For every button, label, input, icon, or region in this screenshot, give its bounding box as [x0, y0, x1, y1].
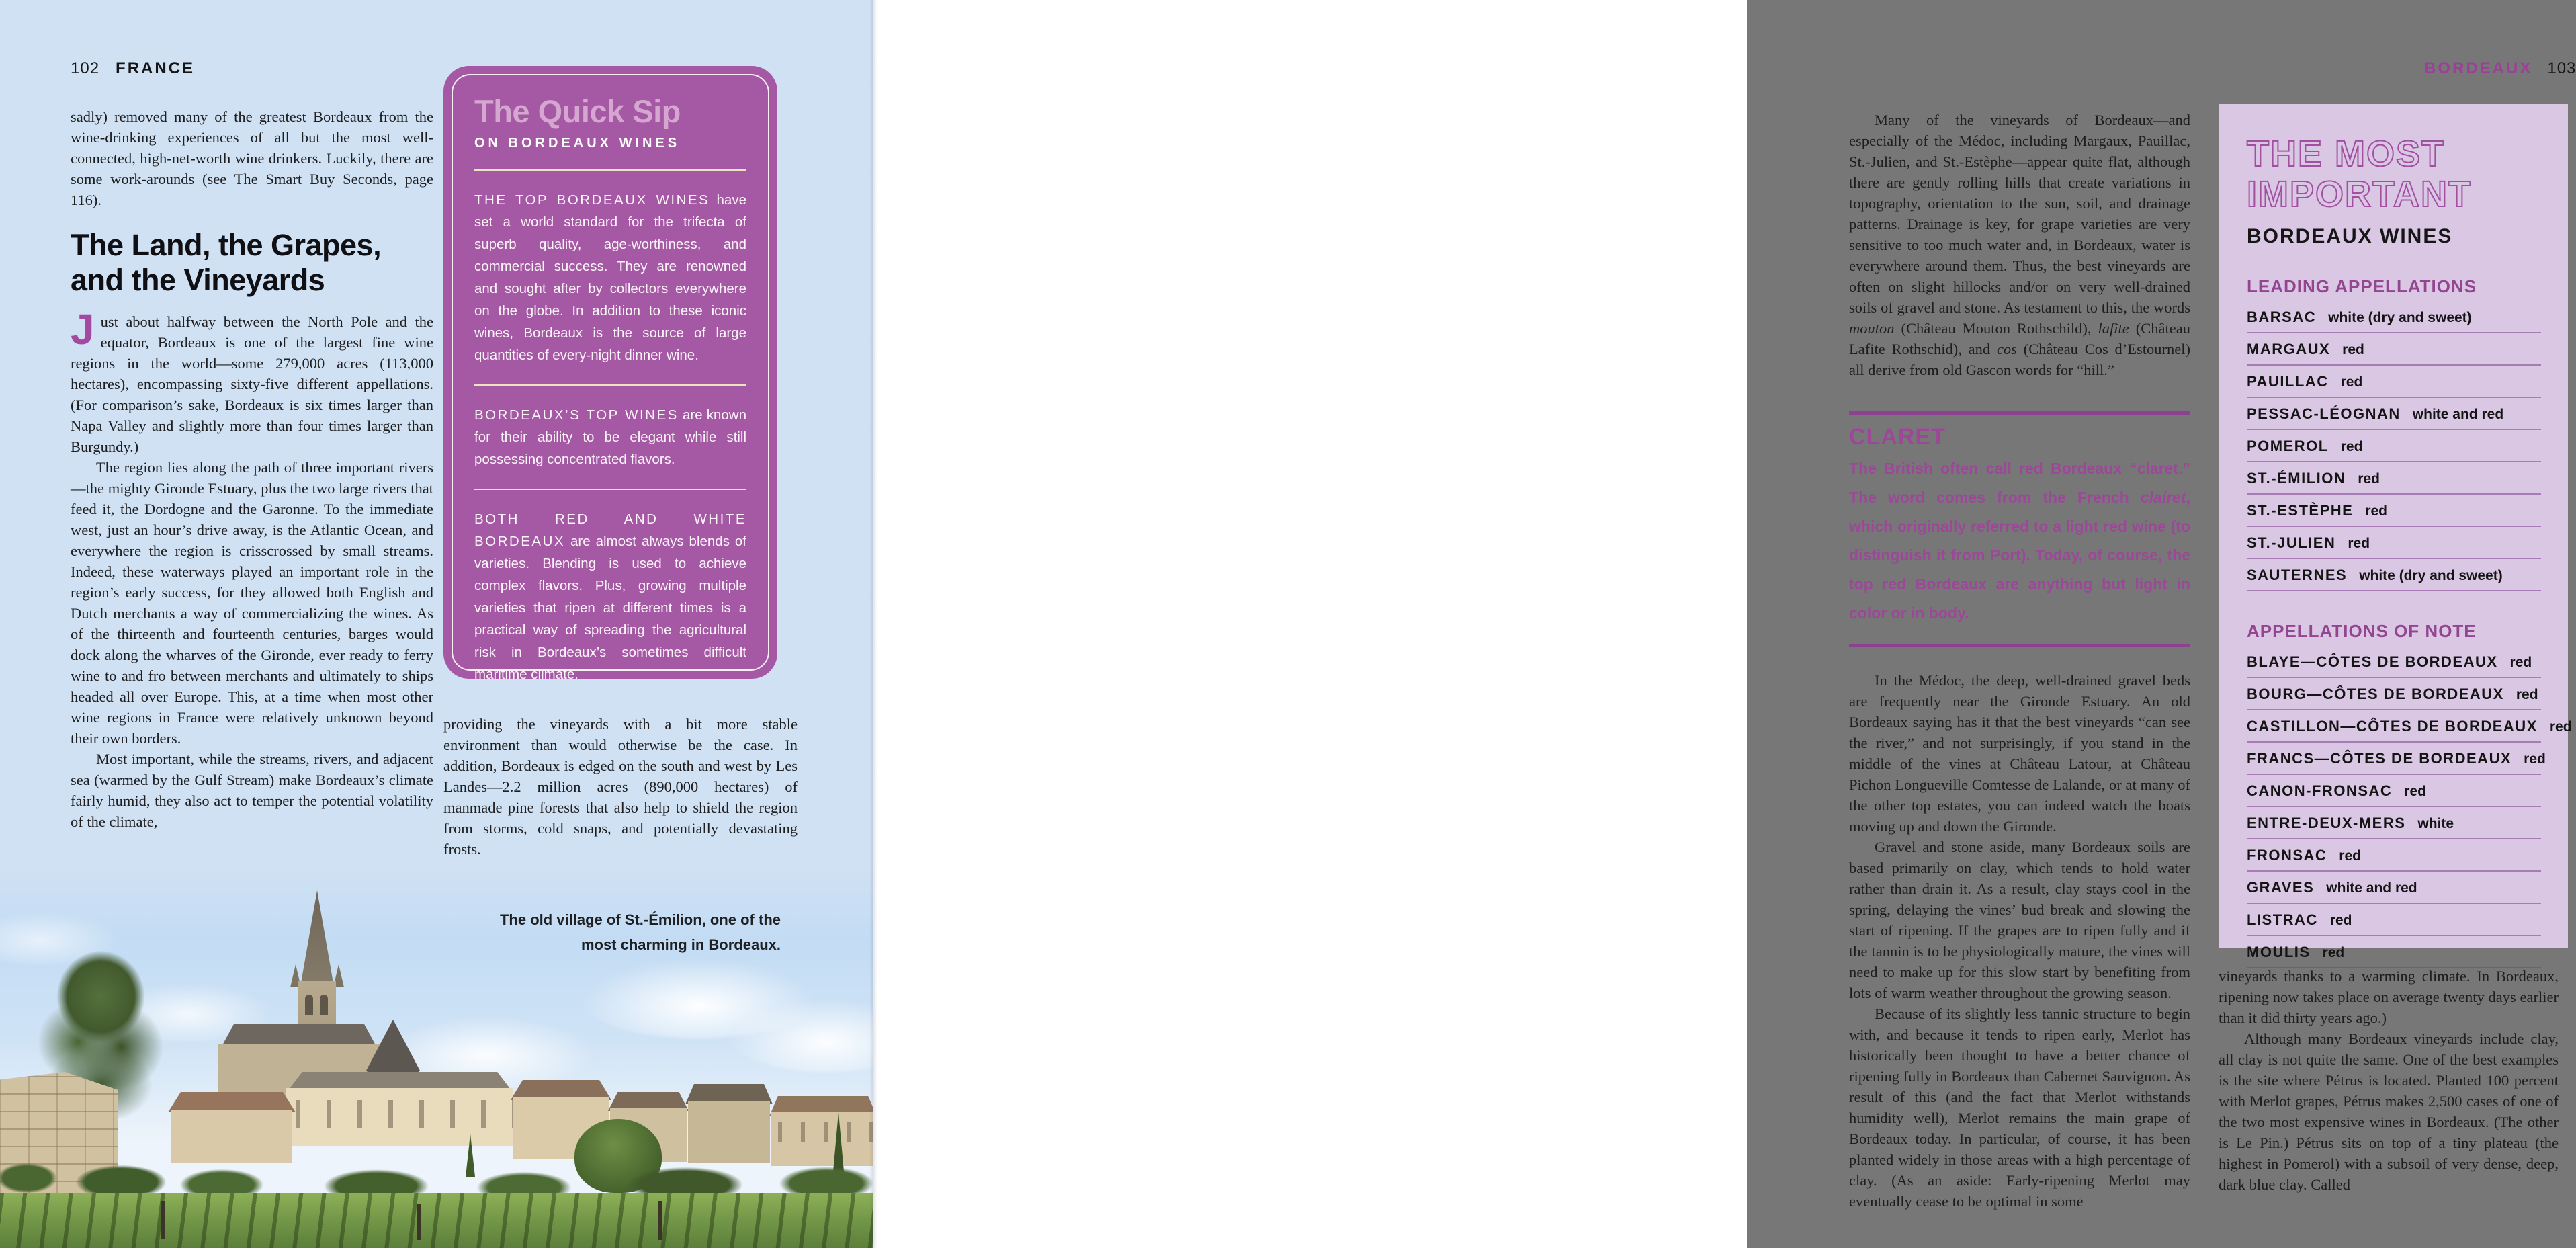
appellation-row — [2247, 495, 2541, 527]
appellation-type: white (dry and sweet) — [2328, 310, 2472, 325]
church-tower-window — [320, 995, 328, 1015]
appellation-name: MOULIS — [2247, 944, 2311, 960]
body-paragraph-merlot: Because of its slightly less tannic structure to begin with, and because it tends to ripen early, Merlot has historically been thought to have a better chance of ripening fully in Bordeaux than Cabernet Sauvignon. As result of this (and the fact that Merlot withstands humidity well), Merlot remains the main grape of Bordeaux today. In particular, of course, it has been planted widely in those areas with a high percentage of clay. (As an aside: Early-ripening Merlot may eventually cease to be optimal in some — [1849, 1005, 2190, 1210]
sidebar-subtitle: BORDEAUX WINES — [2247, 225, 2453, 247]
appellation-row — [2247, 807, 2541, 839]
body-paragraph-rivers: The region lies along the path of three important rivers—the mighty Gironde Estuary, plus the two large rivers that feed it, the Dordogne and the Garonne. To the immediate west, just an hour’s drive away, is the Atlantic Ocean, and everywhere the region is crisscrossed by small streams. Indeed, these waterways played an important role in the region’s early success, for they allowed both English and Dutch merchants a way of commercializing the wines. As of the thirteenth and fourteenth centuries, barges would dock along the wharves of the Gironde, ever ready to ferry wine to and fro between merchants and ultimately to ships headed all over Europe. This, at a time when most other wine regions in France were relatively unknown beyond their own borders. — [71, 459, 433, 747]
paragraph-text: (Château Mouton Rothschild), — [1894, 320, 2098, 337]
appellation-row — [2247, 527, 2541, 559]
appellation-name: BARSAC — [2247, 308, 2317, 325]
left-running-head — [71, 59, 195, 78]
appellation-type: red — [2348, 536, 2370, 551]
appellation-name: LISTRAC — [2247, 911, 2318, 928]
dropcap-paragraph-text: ust about halfway between the North Pole and the equator, Bordeaux is one of the largest fine wine regions in the world—some 279,000 acres (113,000 hectares), encompassing sixty-five different appellations. (For comparison’s sake, Bordeaux is six times larger than Napa Valley and slightly more than four times larger than Burgundy.) — [71, 313, 433, 455]
appellation-type: red — [2516, 687, 2538, 702]
intro-paragraph: sadly) removed many of the greatest Bordeaux from the wine-drinking experiences of all but the most well-connected, high-net-worth wine drinkers. Luckily, there are some work-arounds (see The Smart Buy Seconds, page 116). — [71, 108, 433, 208]
paragraph-text: (Château Lafite Rothschid), and — [1849, 320, 2190, 358]
leading-appellations-list — [2247, 301, 2541, 591]
building-mansion — [286, 1088, 513, 1146]
appellation-row — [2247, 839, 2541, 872]
claret-divider-bottom — [1849, 644, 2190, 647]
appellation-name: FRANCS—CÔTES DE BORDEAUX — [2247, 750, 2512, 767]
appellation-name: ST.-ÉMILION — [2247, 470, 2346, 487]
right-page-number: 103 — [2547, 59, 2576, 77]
appellation-type: red — [2340, 439, 2363, 454]
appellation-row — [2247, 743, 2546, 775]
sidebar-title-line1: THE MOST — [2247, 134, 2445, 174]
appellation-type: red — [2340, 374, 2363, 390]
right-column-main — [1849, 110, 2190, 1212]
right-page — [873, 0, 2576, 1248]
photo-caption — [430, 907, 781, 957]
body-paragraph-landes: providing the vineyards with a bit more stable environment than would otherwise be the case. In addition, Bordeaux is edged on the south and west by Les Landes—2.2 million acres (890,000 hectares) of manmade pine forests that also help to shield the region from storms, cold snaps, and potentially devastating frosts. — [443, 716, 798, 858]
appellation-type: red — [2342, 342, 2364, 358]
photo-caption-line1: The old village of St.-Émilion, one of the — [499, 911, 781, 928]
appellation-type: red — [2509, 655, 2532, 670]
body-paragraph-petrus: Although many Bordeaux vineyards include clay, all clay is not quite the same. One of the best examples is the site where Pétrus is located. Planted 100 percent with Merlot grapes, Pétrus makes 2,500 cases of one of the two most expensive wines in Bordeaux. (The other is Le Pin.) Pétrus sits on top of a tiny plateau (the highest in Pomerol) with a subsoil of very dense, deep, dark blue clay. Called — [2219, 1030, 2559, 1193]
quick-sip-subtitle: ON BORDEAUX WINES — [474, 136, 681, 151]
body-paragraph-climate: Most important, while the streams, rivers, and adjacent sea (warmed by the Gulf Stream) make Bordeaux’s climate fairly humid, they also act to temper the potential volatility of the climate, — [71, 751, 433, 830]
body-paragraph-clay: Gravel and stone aside, many Bordeaux soils are based primarily on clay, which tends to hold water rather than drain it. As a result, clay stays cool in the spring, delaying the vines’ bud break and slowing the start of ripening. If the grapes are to ripen fully and if the tannin is to be physiologically mature, the vines will need to make up for this slow start by benefiting from lots of warm weather throughout the growing season. — [1849, 839, 2190, 1001]
appellation-name: PAUILLAC — [2247, 373, 2329, 390]
quick-sip-divider — [474, 489, 746, 490]
church-tower-window — [305, 995, 313, 1015]
appellation-name: FRONSAC — [2247, 847, 2327, 864]
appellation-type: red — [2365, 503, 2387, 519]
sidebar-title — [2247, 134, 2541, 214]
paragraph-text: (Château Cos d’Estournel) all derive from old Gascon words for “hill.” — [1849, 341, 2190, 378]
vineyard-post — [417, 1204, 421, 1240]
vineyard-rows — [0, 1193, 873, 1248]
claret-heading: CLARET — [1849, 424, 1946, 450]
appellation-type: white and red — [2326, 880, 2417, 896]
dropcap-paragraph — [71, 305, 433, 457]
sidebar-section-heading-leading: LEADING APPELLATIONS — [2247, 276, 2477, 296]
quick-sip-item-lead: BORDEAUX’S TOP WINES — [474, 407, 679, 423]
left-column-secondary — [443, 714, 798, 860]
quick-sip-item-text: are known for their ability to be elegant while still possessing concentrated flavors. — [474, 407, 746, 467]
appellation-row — [2247, 301, 2541, 333]
appellation-name: CASTILLON—CÔTES DE BORDEAUX — [2247, 718, 2538, 735]
building — [688, 1101, 770, 1163]
quick-sip-item — [474, 189, 746, 366]
building-mansion-roof — [289, 1072, 511, 1089]
sidebar-section-heading-note: APPELLATIONS OF NOTE — [2247, 621, 2477, 641]
quick-sip-callout — [443, 66, 777, 682]
right-section-label: BORDEAUX — [2424, 59, 2533, 77]
claret-text: The British often call red Bordeaux “claret.” The word comes from the French — [1849, 460, 2190, 506]
appellation-row — [2247, 936, 2541, 968]
church-nave-roof — [222, 1024, 376, 1046]
claret-divider-top — [1849, 411, 2190, 415]
right-column-secondary — [2219, 966, 2559, 1195]
sidebar-title-line2: IMPORTANT — [2247, 174, 2472, 214]
appellation-name: MARGAUX — [2247, 341, 2331, 358]
appellation-type: white — [2417, 816, 2454, 831]
dropcap-letter: J — [71, 305, 95, 353]
appellation-type: red — [2549, 719, 2572, 735]
appellation-row — [2247, 678, 2541, 710]
photo-caption-line2: most charming in Bordeaux. — [581, 936, 781, 953]
quick-sip-divider — [474, 384, 746, 386]
body-paragraph-gravel-beds: In the Médoc, the deep, well-drained gravel beds are frequently near the Gironde Estuary. An old Bordeaux saying has it that the best vineyards “can see the river,” and not surprisingly, if you stand in the middle of the vines at Château Latour, at Château Pichon Longueville Comtesse de Lalande, or at many of the other top estates, you can indeed watch the boats moving up and down the Gironde. — [1849, 672, 2190, 835]
appellation-row — [2247, 333, 2541, 366]
appellation-type: red — [2329, 913, 2352, 928]
appellation-name: BLAYE—CÔTES DE BORDEAUX — [2247, 653, 2498, 670]
appellation-row — [2247, 462, 2541, 495]
vineyard-post — [161, 1201, 165, 1239]
italic-term: clairet — [2140, 489, 2186, 506]
appellation-name: CANON-FRONSAC — [2247, 782, 2393, 799]
appellation-row — [2247, 559, 2541, 591]
claret-text: , which originally referred to a light red wine (to distinguish it from Port). Today, of course, the top red Bordeaux are anything but light in color or in body. — [1849, 489, 2190, 622]
paragraph-text: Many of the vineyards of Bordeaux—and especially of the Médoc, including Margaux, Pauillac, St.-Julien, and St.-Estèphe—appear quite flat, although there are gently rolling hills that create variations in topography, orientation to the sun, soil, and drainage patterns. Drainage is key, for grape varieties are very sensitive to too much water and, in Bordeaux, water is everywhere around them. Thus, the best vineyards are often on slight hillocks and/or on very well-drained soils of gravel and stone. As testament to this, the words — [1849, 112, 2190, 316]
appellation-type: white and red — [2412, 407, 2504, 422]
appellation-row — [2247, 398, 2541, 430]
right-running-head — [2424, 59, 2576, 78]
quick-sip-item — [474, 508, 746, 685]
appellation-name: BOURG—CÔTES DE BORDEAUX — [2247, 685, 2504, 702]
italic-term: mouton — [1849, 320, 1895, 337]
claret-paragraph — [1849, 454, 2190, 628]
section-heading — [71, 228, 433, 298]
appellation-name: SAUTERNES — [2247, 567, 2348, 583]
appellation-type: white (dry and sweet) — [2359, 568, 2503, 583]
appellation-row — [2247, 646, 2541, 678]
appellation-row — [2247, 430, 2541, 462]
church-spire — [296, 890, 338, 981]
body-paragraph-warming: vineyards thanks to a warming climate. In Bordeaux, ripening now takes place on average twenty days earlier than it did thirty years ago.) — [2219, 968, 2559, 1026]
quick-sip-item-text: have set a world standard for the trifecta of superb quality, age-worthiness, and commercial success. They are renowned and sought after by collectors everywhere on the globe. In addition to these iconic wines, Bordeaux is the source of large quantities of every-night dinner wine. — [474, 192, 746, 363]
page-gutter — [869, 0, 877, 1248]
italic-term: cos — [1996, 341, 2017, 358]
body-paragraph-medoc-flat — [1849, 110, 2190, 380]
italic-term: lafite — [2098, 320, 2129, 337]
quick-sip-content — [443, 66, 777, 682]
quick-sip-item-text: are almost always blends of varieties. Blending is used to achieve complex flavors. Plus, growing multiple varieties that ripen at different times is a practical way of spreading the agricultural risk in Bordeaux’s sometimes difficult maritime climate. — [474, 534, 746, 682]
building — [171, 1110, 292, 1163]
appellation-type: red — [2339, 848, 2361, 864]
appellation-name: ST.-JULIEN — [2247, 534, 2336, 551]
appellation-name: POMEROL — [2247, 438, 2329, 454]
appellation-name: GRAVES — [2247, 879, 2315, 896]
important-wines-sidebar — [2219, 104, 2572, 960]
appellation-row — [2247, 366, 2541, 398]
vineyard-post — [658, 1201, 662, 1240]
appellation-type: red — [2358, 471, 2380, 487]
appellation-name: ENTRE-DEUX-MERS — [2247, 815, 2406, 831]
section-heading-line2: and the Vineyards — [71, 263, 325, 297]
left-section-label: FRANCE — [116, 59, 196, 77]
appellation-row — [2247, 904, 2541, 936]
quick-sip-item-lead: BOTH RED AND WHITE BORDEAUX — [474, 511, 746, 549]
left-column-main — [71, 106, 433, 832]
appellation-type: red — [2322, 945, 2345, 960]
quick-sip-divider — [474, 169, 746, 171]
quick-sip-title: The Quick Sip — [474, 93, 681, 129]
appellation-type: red — [2524, 751, 2546, 767]
left-page-number: 102 — [71, 59, 100, 77]
quick-sip-item — [474, 404, 746, 470]
appellation-row — [2247, 872, 2541, 904]
section-heading-line1: The Land, the Grapes, — [71, 228, 382, 262]
appellation-row — [2247, 775, 2541, 807]
appellation-row — [2247, 710, 2572, 743]
appellations-of-note-list — [2247, 646, 2572, 968]
appellation-name: ST.-ESTÈPHE — [2247, 502, 2354, 519]
appellation-type: red — [2404, 784, 2426, 799]
left-page — [0, 0, 873, 1248]
appellation-name: PESSAC-LÉOGNAN — [2247, 405, 2401, 422]
quick-sip-item-lead: THE TOP BORDEAUX WINES — [474, 192, 710, 208]
